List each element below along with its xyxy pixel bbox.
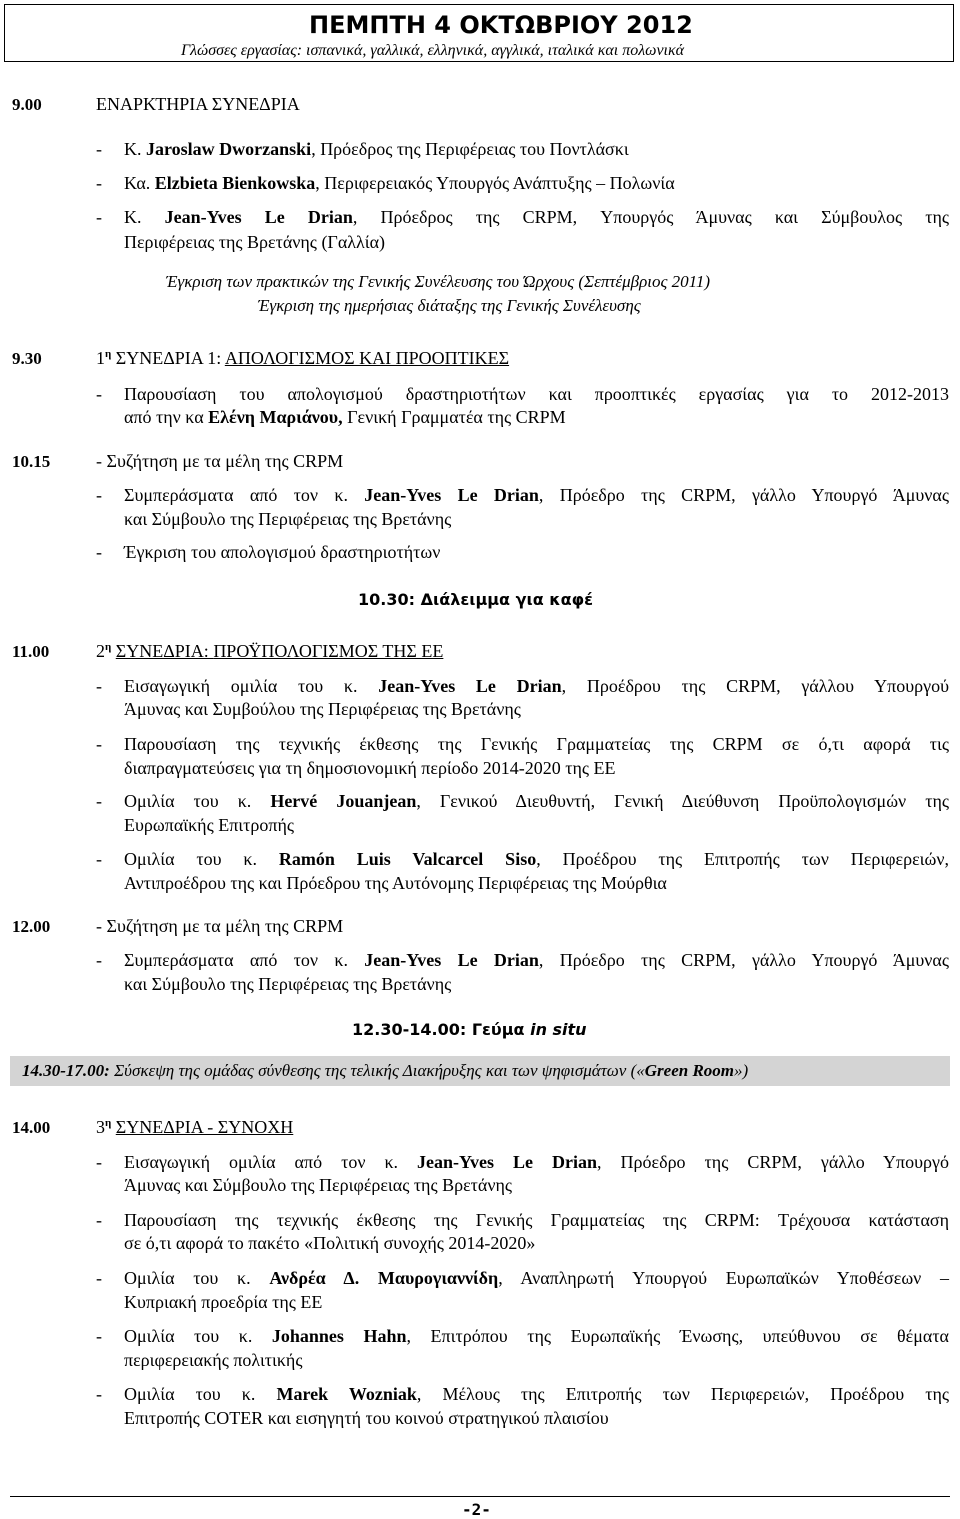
green-room-bar — [10, 1056, 950, 1086]
bullet-dash: - — [96, 1384, 102, 1404]
session2-time2: 12.00 — [12, 917, 51, 936]
bullet-dash: - — [96, 207, 102, 227]
session3-speaker-1: Ομιλία του κ. Ανδρέα Δ. Μαυρογιαννίδη, Αναπληρωτή Υπουργού Ευρωπαϊκών Υποθέσεων – — [124, 1268, 949, 1288]
session1-title: $1^\eta$ ΣΥΝΕΔΡΙΑ 1: ΑΠΟΛΟΓΙΣΜΟΣ ΚΑΙ ΠΡΟΟΠΤΙΚΕΣ — [96, 348, 510, 368]
opening-speaker-3: Κ. Jean-Yves Le Drian, Πρόεδρος της CRPM, Υπουργός Άμυνας και Σύμβουλος της — [124, 207, 950, 227]
session1-time: 9.30 — [12, 349, 42, 368]
session2-conclusions-line2: και Σύμβουλο της Περιφέρειας της Βρετάνης — [124, 974, 452, 994]
session2-intro: Εισαγωγική ομιλία του κ. Jean-Yves Le Drian, Προέδρου της CRPM, γάλλου Υπουργού — [124, 676, 949, 696]
session2-speaker-2-line2: Αντιπροέδρου της και Πρόεδρου της Αυτόνομης Περιφέρειας της Μούρθια — [124, 873, 667, 893]
session2-speaker-2: Ομιλία του κ. Ramón Luis Valcarcel Siso, Προέδρου της Επιτροπής των Περιφερειών, — [124, 849, 949, 869]
bullet-dash: - — [96, 139, 102, 159]
opening-approval-1: Έγκριση των πρακτικών της Γενικής Συνέλευσης του Ώρχους (Σεπτέμβριος 2011) — [166, 272, 711, 291]
session1-item1-line1: Παρουσίαση του απολογισμού δραστηριοτήτων και προοπτικές εργασίας για το 2012-2013 — [124, 384, 949, 404]
session2-speaker-1: Ομιλία του κ. Hervé Jouanjean, Γενικού Διευθυντή, Γενική Διεύθυνση Προϋπολογισμών της — [124, 791, 949, 811]
session1-item1-line2: από την κα Ελένη Μαριάνου, Γενική Γραμματέα της CRPM — [124, 407, 566, 427]
bullet-dash: - — [96, 485, 102, 505]
green-room-text: 14.30-17.00: Σύσκεψη της ομάδας σύνθεσης της τελικής Διακήρυξης και των ψηφισμάτων («Green Room») — [22, 1061, 749, 1080]
bullet-dash: - — [96, 950, 102, 970]
footer-divider — [10, 1496, 950, 1497]
session3-intro: Εισαγωγική ομιλία από τον κ. Jean-Yves Le Drian, Πρόεδρο της CRPM, γάλλο Υπουργό — [124, 1152, 949, 1172]
opening-speaker-2: Κα. Elzbieta Bienkowska, Περιφερειακός Υπουργός Ανάπτυξης – Πολωνία — [124, 173, 675, 193]
bullet-dash: - — [96, 542, 102, 562]
header-box — [4, 4, 954, 62]
bullet-dash: - — [96, 384, 102, 404]
bullet-dash: - — [96, 1210, 102, 1230]
page-number: -2- — [462, 1500, 491, 1519]
opening-time: 9.00 — [12, 95, 42, 114]
session1-discussion: - Συζήτηση με τα μέλη της CRPM — [96, 451, 344, 471]
session2-intro-line2: Άμυνας και Συμβούλου της Περιφέρειας της Βρετάνης — [124, 699, 521, 719]
session2-speaker-1-line2: Ευρωπαϊκής Επιτροπής — [124, 815, 294, 835]
bullet-dash: - — [96, 1326, 102, 1346]
session3-speaker-3-line2: Επιτροπής COTER και εισηγητή του κοινού στρατηγικού πλαισίου — [124, 1408, 609, 1428]
session1-conclusions-line2: και Σύμβουλο της Περιφέρειας της Βρετάνης — [124, 509, 452, 529]
session3-time: 14.00 — [12, 1118, 51, 1137]
bullet-dash: - — [96, 1268, 102, 1288]
session2-title: $2^\eta$ ΣΥΝΕΔΡΙΑ: ΠΡΟΫΠΟΛΟΓΙΣΜΟΣ ΤΗΣ ΕΕ — [96, 641, 444, 661]
lunch: 12.30-14.00: Γεύμα in situ — [352, 1020, 587, 1039]
session3-intro-line2: Άμυνας και Σύμβουλο της Περιφέρειας της Βρετάνης — [124, 1175, 512, 1195]
bullet-dash: - — [96, 734, 102, 754]
session1-time2: 10.15 — [12, 452, 51, 471]
header-languages: Γλώσσες εργασίας: ισπανικά, γαλλικά, ελληνικά, αγγλικά, ιταλικά και πολωνικά — [181, 42, 685, 59]
bullet-dash: - — [96, 173, 102, 193]
opening-title: ΕΝΑΡΚΤΗΡΙΑ ΣΥΝΕΔΡΙΑ — [96, 94, 300, 114]
session3-speaker-3: Ομιλία του κ. Marek Wozniak, Μέλους της Επιτροπής των Περιφερειών, Προέδρου της — [124, 1384, 949, 1404]
bullet-dash: - — [96, 676, 102, 696]
opening-approval-2: Έγκριση της ημερήσιας διάταξης της Γενικής Συνέλευσης — [258, 296, 641, 315]
session3-speaker-2-line2: περιφερειακής πολιτικής — [124, 1350, 303, 1370]
opening-speaker-1: Κ. Jaroslaw Dworzanski, Πρόεδρος της Περιφέρειας του Ποντλάσκι — [124, 139, 629, 159]
session2-discussion: - Συζήτηση με τα μέλη της CRPM — [96, 916, 344, 936]
coffee-break: 10.30: Διάλειμμα για καφέ — [358, 590, 594, 609]
bullet-dash: - — [96, 791, 102, 811]
session2-presentation: Παρουσίαση της τεχνικής έκθεσης της Γενικής Γραμματείας της CRPM σε ό,τι αφορά τις — [124, 734, 949, 754]
bullet-dash: - — [96, 1152, 102, 1172]
session2-presentation-line2: διαπραγματεύσεις για τη δημοσιονομική περίοδο 2014-2020 της ΕΕ — [124, 758, 616, 778]
opening-speaker-3-line2: Περιφέρειας της Βρετάνης (Γαλλία) — [124, 232, 385, 252]
session3-speaker-2: Ομιλία του κ. Johannes Hahn, Επιτρόπου της Ευρωπαϊκής Ένωσης, υπεύθυνου σε θέματα — [124, 1326, 949, 1346]
header-date: ΠΕΜΠΤΗ 4 ΟΚΤΩΒΡΙΟΥ 2012 — [309, 11, 693, 39]
session3-presentation: Παρουσίαση της τεχνικής έκθεσης της Γενικής Γραμματείας της CRPM: Τρέχουσα κατάσταση — [124, 1210, 949, 1230]
bullet-dash: - — [96, 849, 102, 869]
session3-presentation-line2: σε ό,τι αφορά το πακέτο «Πολιτική συνοχής 2014-2020» — [124, 1233, 536, 1253]
session3-speaker-1-line2: Κυπριακή προεδρία της ΕΕ — [124, 1292, 323, 1312]
session2-time: 11.00 — [12, 642, 50, 661]
session1-approval: Έγκριση του απολογισμού δραστηριοτήτων — [124, 542, 441, 562]
session1-conclusions: Συμπεράσματα από τον κ. Jean-Yves Le Drian, Πρόεδρο της CRPM, γάλλο Υπουργό Άμυνας — [124, 485, 949, 505]
session2-conclusions: Συμπεράσματα από τον κ. Jean-Yves Le Drian, Πρόεδρο της CRPM, γάλλο Υπουργό Άμυνας — [124, 950, 949, 970]
session3-title: $3^\eta$ ΣΥΝΕΔΡΙΑ - ΣΥΝΟΧΗ — [96, 1117, 294, 1137]
